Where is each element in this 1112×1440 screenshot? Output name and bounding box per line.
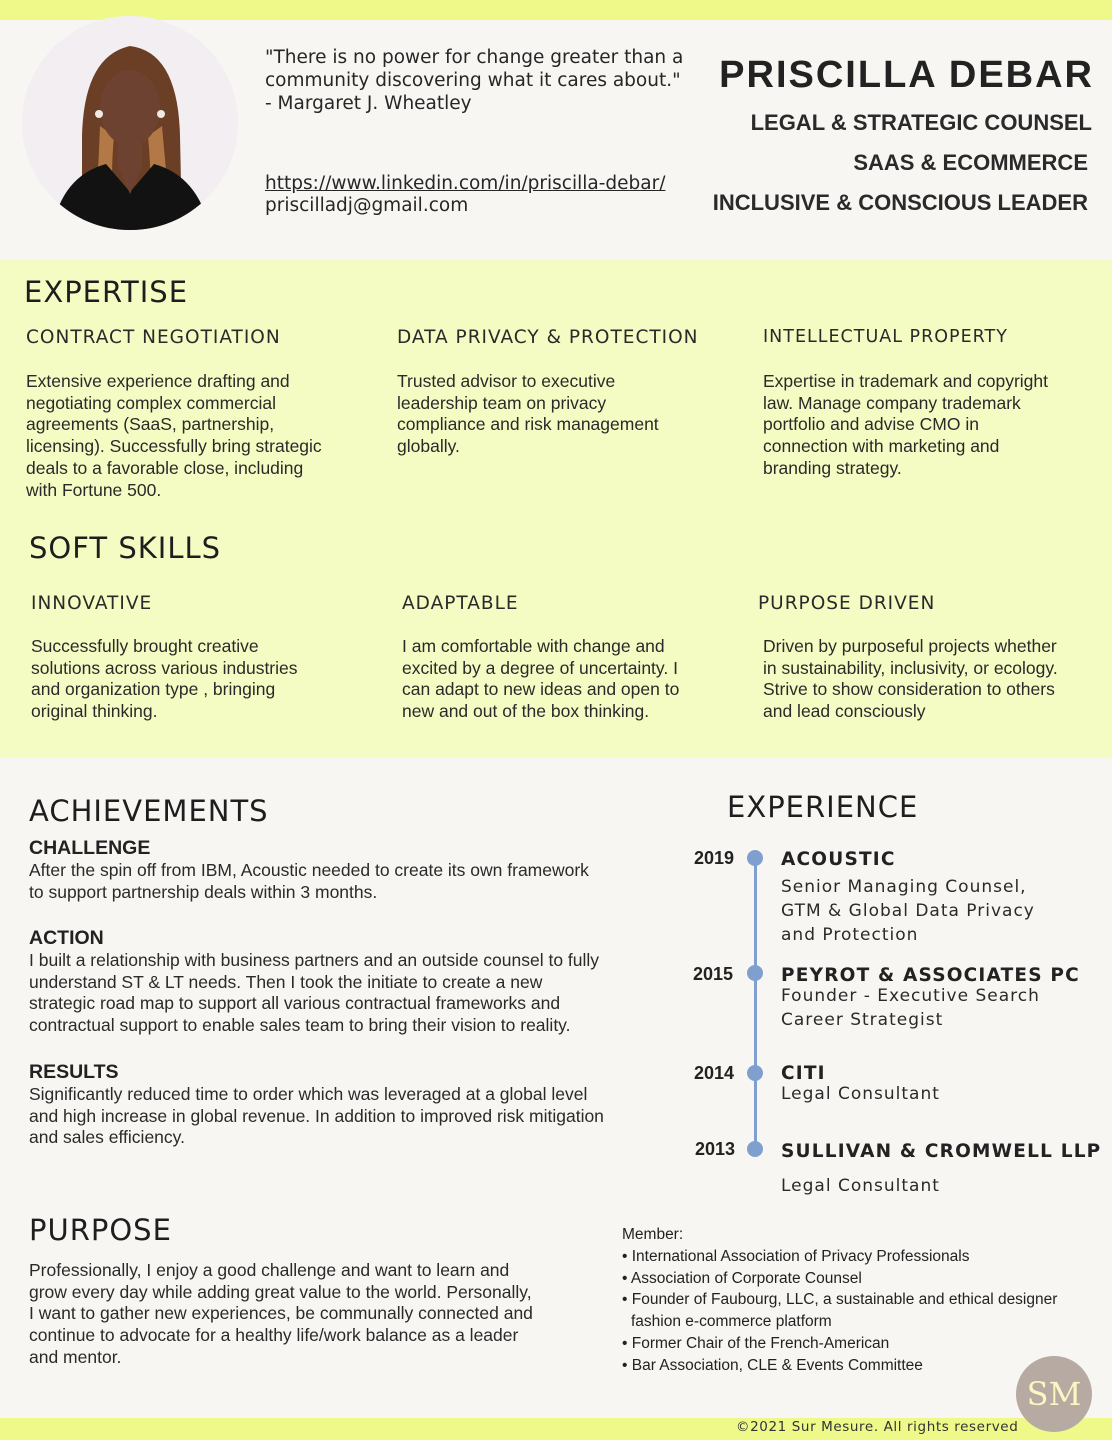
experience-position [781,875,1035,947]
text-line: deals to a favorable close, including [26,457,304,478]
text-line: Professionally, I enjoy a good challenge and want to learn and [29,1260,510,1280]
skill-description [402,636,679,723]
timeline-line [754,858,757,1150]
experience-year: 2019 [694,848,735,868]
skill-title: ADAPTABLE [402,593,519,614]
experience-year: 2013 [695,1139,736,1159]
experience-year: 2015 [693,964,734,984]
text-line: new and out of the box thinking. [402,701,650,722]
skill-description [763,636,1058,723]
text-line: and organization type , bringing [31,679,276,700]
text-line: strategic road map to support all various contractual frameworks and [29,993,561,1014]
quote-author: - Margaret J. Wheatley [265,93,472,114]
text-line: Significantly reduced time to order which was leveraged at a global level [29,1084,588,1104]
copyright-text: ©2021 Sur Mesure. All rights reserved [736,1419,1019,1435]
list-item: • Former Chair of the French-American [622,1334,890,1352]
text-line: Strive to show consideration to others [763,679,1055,700]
text-line: globally. [397,436,460,457]
experience-company: ACOUSTIC [781,849,896,870]
text-line: continue to advocate for a healthy life/work balance as a leader [29,1325,519,1346]
text-line: Legal Consultant [781,1084,940,1104]
text-line: Senior Managing Counsel, [781,877,1027,897]
text-line: licensing). Successfully bring strategic [26,436,322,457]
text-line: I am comfortable with change and [402,636,665,656]
experience-company: CITI [781,1063,826,1084]
text-line: agreements (SaaS, partnership, [26,414,275,435]
action-text [29,950,599,1037]
results-label: RESULTS [29,1061,119,1083]
timeline-dot [747,1065,763,1081]
timeline-dot [747,850,763,866]
linkedin-link[interactable]: https://www.linkedin.com/in/priscilla-debar/ [265,173,666,194]
text-line: excited by a degree of uncertainty. I [402,657,678,678]
expertise-description [26,371,322,501]
profile-portrait-icon [22,16,238,230]
text-line: with Fortune 500. [26,479,162,500]
experience-company: PEYROT & ASSOCIATES PC [781,965,1080,986]
list-item: • Bar Association, CLE & Events Committee [622,1356,923,1374]
expertise-heading: EXPERTISE [24,275,189,309]
experience-heading: EXPERIENCE [727,790,919,824]
skill-title: PURPOSE DRIVEN [758,593,936,614]
results-text [29,1084,604,1149]
text-line: Extensive experience drafting and [26,371,290,391]
text-line: in sustainability, inclusivity, or ecology. [763,657,1058,678]
text-line: and high increase in global revenue. In addition to improved risk mitigation [29,1105,604,1126]
experience-position [781,1082,940,1106]
text-line: solutions across various industries [31,657,298,678]
text-line: and Protection [781,925,919,945]
text-line: negotiating complex commercial [26,392,276,413]
text-line: After the spin off from IBM, Acoustic needed to create its own framework [29,860,589,880]
membership-label: Member: [622,1226,684,1243]
email-address[interactable]: priscilladj@gmail.com [265,195,469,216]
expertise-description [397,371,659,458]
expertise-title: CONTRACT NEGOTIATION [26,327,281,348]
list-item: fashion e-commerce platform [631,1313,832,1331]
text-line: Trusted advisor to executive [397,371,616,391]
text-line: understand ST & LT needs. Then I took the initiate to create a new [29,971,543,992]
challenge-label: CHALLENGE [29,837,151,859]
achievements-heading: ACHIEVEMENTS [29,794,269,828]
soft-skills-heading: SOFT SKILLS [29,531,222,565]
sur-mesure-logo [1016,1356,1092,1432]
candidate-name: PRISCILLA DEBAR [719,54,1094,96]
text-line: contractual support to enable sales team to bring their vision to reality. [29,1015,571,1036]
timeline-dot [747,1141,763,1157]
top-accent-bar [0,0,1112,20]
skill-title: INNOVATIVE [31,593,153,614]
text-line: GTM & Global Data Privacy [781,901,1035,921]
challenge-text [29,860,589,903]
text-line: I built a relationship with business partners and an outside counsel to fully [29,950,600,970]
text-line: connection with marketing and [763,436,1000,457]
quote-line: "There is no power for change greater than a [265,47,684,68]
role-title: LEGAL & STRATEGIC COUNSEL [750,110,1092,135]
skill-description [31,636,298,723]
text-line: law. Manage company trademark [763,392,1021,413]
text-line: compliance and risk management [397,414,659,435]
expertise-title: DATA PRIVACY & PROTECTION [397,327,699,348]
text-line: Driven by purposeful projects whether [763,636,1057,656]
quote-line: community discovering what it cares about." [265,70,681,91]
text-line: I want to gather new experiences, be communally connected and [29,1303,533,1324]
experience-position [781,984,1040,1032]
membership-list [622,1224,1057,1377]
logo-text: SM [1026,1375,1082,1413]
role-title: SAAS & ECOMMERCE [853,150,1088,175]
text-line: to support partnership deals within 3 months. [29,881,378,902]
purpose-heading: PURPOSE [29,1213,172,1247]
text-line: can adapt to new ideas and open to [402,679,680,700]
text-line: and sales efficiency. [29,1127,185,1148]
text-line: grow every day while adding great value to the world. Personally, [29,1281,532,1302]
text-line: original thinking. [31,701,158,722]
text-line: and lead consciously [763,701,926,722]
role-title: INCLUSIVE & CONSCIOUS LEADER [712,190,1088,215]
experience-position [781,1174,940,1198]
text-line: branding strategy. [763,457,902,478]
text-line: Legal Consultant [781,1176,940,1196]
text-line: Founder - Executive Search [781,986,1040,1006]
experience-year: 2014 [694,1063,735,1083]
text-line: Expertise in trademark and copyright [763,371,1048,391]
profile-photo [22,16,238,230]
timeline-dot [747,965,763,981]
list-item: • Association of Corporate Counsel [622,1269,862,1287]
text-line: portfolio and advise CMO in [763,414,979,435]
expertise-description [763,371,1048,480]
experience-company: SULLIVAN & CROMWELL LLP [781,1141,1102,1162]
text-line: and mentor. [29,1346,122,1367]
header-quote [265,46,705,115]
list-item: • International Association of Privacy Professionals [622,1247,970,1265]
expertise-title: INTELLECTUAL PROPERTY [763,327,1008,347]
text-line: leadership team on privacy [397,392,607,413]
list-item: • Founder of Faubourg, LLC, a sustainable and ethical designer [622,1291,1058,1309]
text-line: Successfully brought creative [31,636,259,656]
purpose-text [29,1260,533,1369]
action-label: ACTION [29,927,104,949]
text-line: Career Strategist [781,1010,944,1030]
